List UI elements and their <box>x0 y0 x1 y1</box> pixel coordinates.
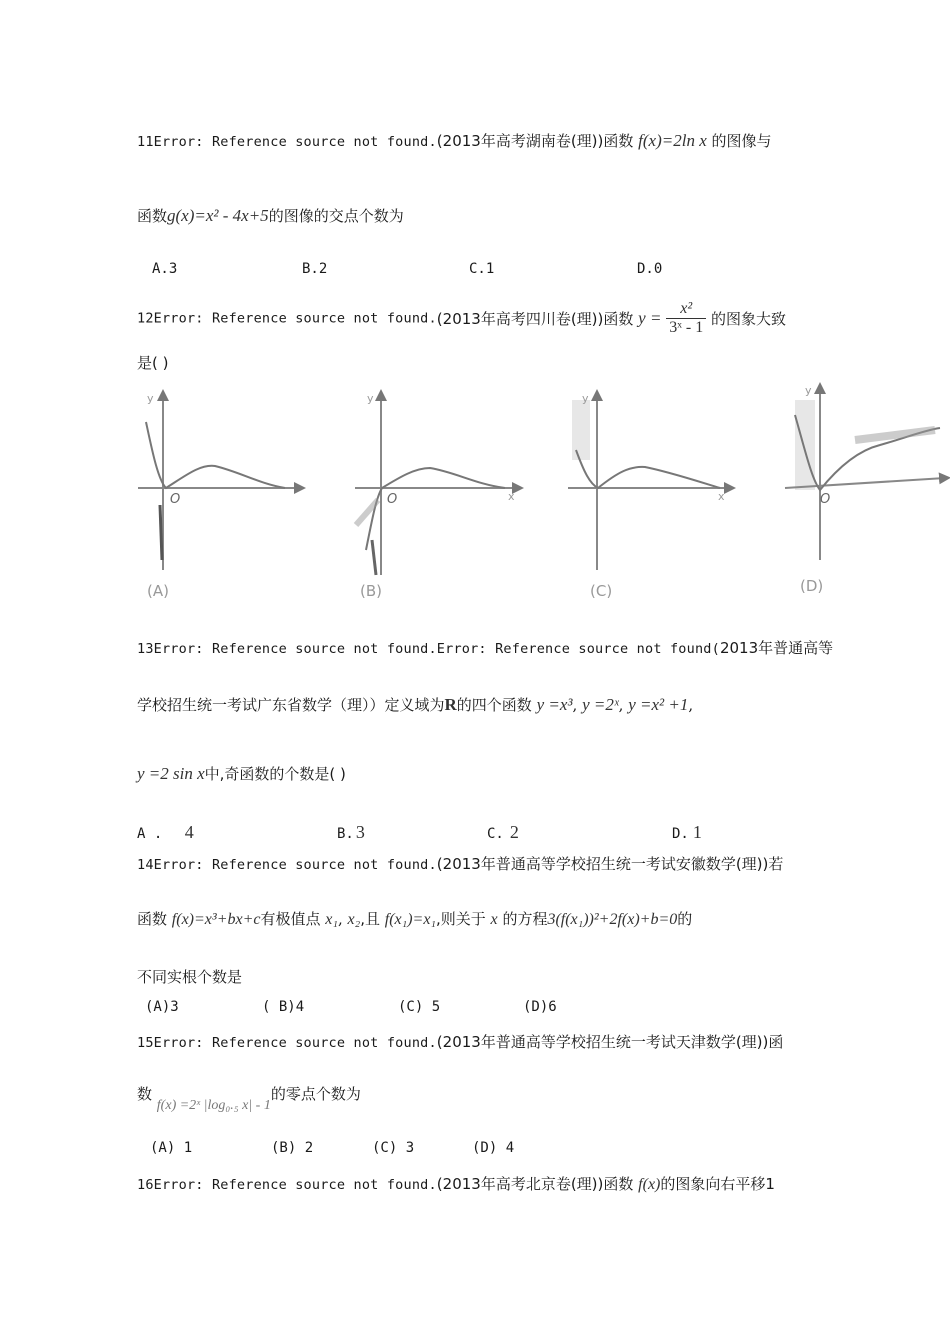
q11-source: (2013年高考湖南卷(理))函数 <box>436 132 634 150</box>
q14-option-c: (C) 5 <box>398 999 441 1015</box>
q14-line2-a: 函数 <box>137 910 168 928</box>
q12-line2 <box>137 352 168 373</box>
graph-b-label: (B) <box>360 582 382 600</box>
q14-option-d: (D)6 <box>523 999 557 1015</box>
q13-option-c: C. 2 <box>487 822 519 842</box>
graph-c-y: y <box>582 392 589 405</box>
q12-denominator: 3ˣ - 1 <box>669 319 704 336</box>
q11-line2 <box>137 205 404 226</box>
q14-source: (2013年普通高等学校招生统一考试安徽数学(理))若 <box>436 855 784 873</box>
q11-after: 的图像与 <box>711 132 772 150</box>
q11-line2-pre: 函数 <box>137 207 168 225</box>
q14-func: f(x)=x³+bx+c <box>171 911 261 928</box>
q13-func-4: y =2 sin x <box>137 764 205 783</box>
q12-line1 <box>137 300 786 337</box>
q13-line2-a: 学校招生统一考试广东省数学（理））定义域为 <box>137 696 445 714</box>
q11-line1 <box>137 130 772 151</box>
q12-line2-text: 是( ) <box>137 354 169 372</box>
q15-line2 <box>137 1083 361 1113</box>
q14-cond: f(x₁)=x₁ <box>384 911 436 928</box>
q16-source: (2013年高考北京卷(理))函数 <box>436 1175 634 1193</box>
graph-d-label: (D) <box>800 577 824 595</box>
q13-domain-r: R <box>444 695 457 714</box>
graph-d <box>785 388 945 560</box>
q14-prefix: 14Error: Reference source not found. <box>137 857 437 873</box>
q15-option-b: (B) 2 <box>271 1140 314 1156</box>
q15-source: (2013年普通高等学校招生统一考试天津数学(理))函 <box>436 1033 784 1051</box>
graph-b-x: x <box>508 490 515 503</box>
q13-source-a: 2013年普通高等 <box>719 639 834 657</box>
q14-line2-d: ,则关于 <box>435 910 486 928</box>
q14-line3-text: 不同实根个数是 <box>137 968 243 986</box>
q14-option-b: ( B)4 <box>262 999 305 1015</box>
q12-graphs <box>0 380 950 610</box>
q13-line2-b: 的四个函数 <box>456 696 532 714</box>
graph-d-y: y <box>805 384 812 397</box>
q13-line3-post: 中,奇函数的个数是( ) <box>204 765 346 783</box>
q15-line1 <box>137 1031 783 1052</box>
q12-prefix: 12Error: Reference source not found. <box>137 310 437 327</box>
q11-line2-post: 的图像的交点个数为 <box>268 207 404 225</box>
graph-b-origin: O <box>387 492 398 507</box>
q11-option-c: C.1 <box>469 261 495 277</box>
q14-x1: x₁ <box>325 911 338 928</box>
graph-a-label: (A) <box>147 582 169 600</box>
q16-prefix: 16Error: Reference source not found. <box>137 1177 437 1193</box>
q14-line3 <box>137 966 242 987</box>
q15-option-c: (C) 3 <box>372 1140 415 1156</box>
q13-option-b: B. 3 <box>337 822 365 842</box>
graph-b-y: y <box>367 392 374 405</box>
graph-a-y: y <box>147 392 154 405</box>
q14-line2: 函数 f(x)=x³+bx+c有极值点 x₁, x₂,且 f(x₁)=x₁,则关于 x 的方程3(f(x₁))²+2f(x)+b=0的 <box>137 910 693 928</box>
q11-gfunc: g(x)=x² - 4x+5 <box>167 206 269 225</box>
q16-after: 的图象向右平移1 <box>660 1175 775 1193</box>
q13-line3 <box>137 763 346 784</box>
q14-line1 <box>137 853 783 874</box>
q15-prefix: 15Error: Reference source not found. <box>137 1035 437 1051</box>
graph-a-origin: O <box>170 492 181 507</box>
q15-line2-b: 的零点个数为 <box>270 1085 361 1103</box>
q13-option-a: A . 4 <box>137 822 194 842</box>
q14-x2: x₂ <box>347 911 361 928</box>
q11-func: f(x)=2ln x <box>638 131 707 150</box>
q13-func-1: y =x³ <box>536 695 573 714</box>
graph-c-x: x <box>718 490 725 503</box>
graph-c <box>568 395 730 570</box>
q13-prefix: 13Error: Reference source not found.Error: Reference source not found( <box>137 641 720 657</box>
graph-d-origin: O <box>820 492 831 507</box>
q13-func-2: y =2ˣ <box>582 695 619 714</box>
q14-line2-c: ,且 <box>360 910 380 928</box>
q11-prefix: 11Error: Reference source not found. <box>137 134 437 150</box>
q13-line2: 学校招生统一考试广东省数学（理））定义域为R的四个函数 y =x³, y =2ˣ, y =x² +1, <box>137 695 694 714</box>
q12-source: (2013年高考四川卷(理))函数 <box>436 310 634 328</box>
q14-line2-e: 的方程 <box>502 910 548 928</box>
q15-func: f(x) =2ˣ |log₀.₅ x| - 1 <box>156 1098 271 1113</box>
q15-option-d: (D) 4 <box>472 1140 515 1156</box>
q12-numerator: x² <box>666 300 706 319</box>
q12-after: 的图象大致 <box>710 310 786 328</box>
q12-fraction <box>666 300 706 337</box>
q15-line2-a: 数 <box>137 1085 153 1103</box>
q14-var: x <box>490 911 498 928</box>
q15-option-a: (A) 1 <box>150 1140 193 1156</box>
q14-equation: 3(f(x₁))²+2f(x)+b=0 <box>547 911 678 928</box>
q11-option-d: D.0 <box>637 261 663 277</box>
graph-a <box>138 395 300 570</box>
q16-line1 <box>137 1173 775 1194</box>
graph-b <box>355 395 518 575</box>
q12-func-lhs: y = <box>638 308 662 328</box>
q14-option-a: (A)3 <box>145 999 179 1015</box>
q11-option-a: A.3 <box>152 261 178 277</box>
q13-func-3: y =x² +1 <box>628 695 689 714</box>
q13-option-d: D. 1 <box>672 822 702 842</box>
q16-func: f(x) <box>638 1176 661 1193</box>
q14-line2-f: 的 <box>677 910 693 928</box>
q14-line2-b: 有极值点 <box>260 910 321 928</box>
graph-c-label: (C) <box>590 582 613 600</box>
q13-line1 <box>137 637 833 658</box>
q11-option-b: B.2 <box>302 261 328 277</box>
